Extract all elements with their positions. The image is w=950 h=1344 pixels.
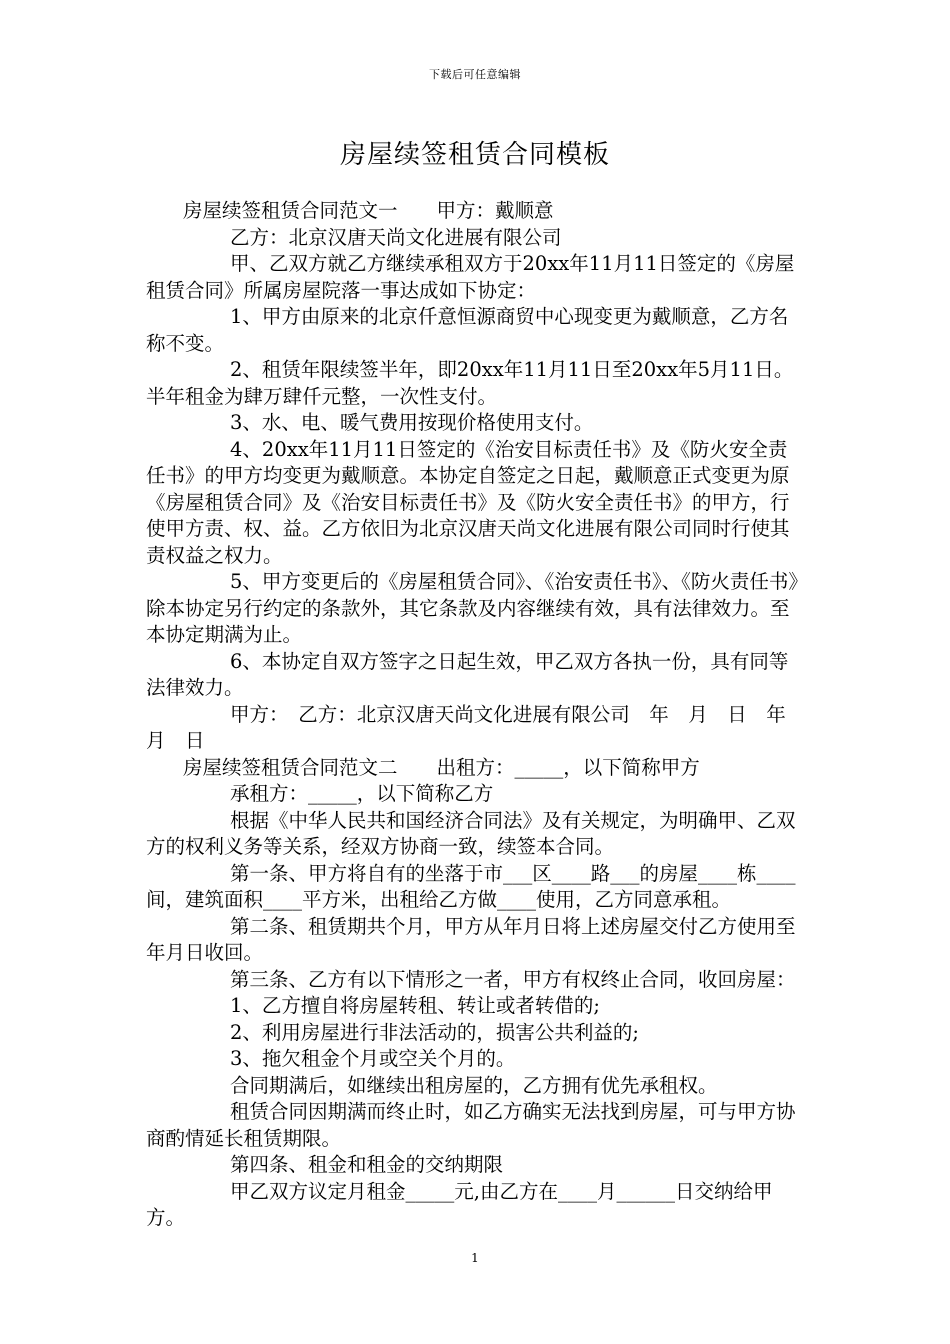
paragraph-clause-6: 6、本协定自双方签字之日起生效，甲乙双方各执一份，具有同等法律效力。	[146, 649, 789, 699]
paragraph-article-3-item-1: 1、乙方擅自将房屋转租、转让或者转借的;	[230, 994, 600, 1017]
paragraph-signature-line: 甲方： 乙方：北京汉唐天尚文化进展有限公司 年 月 日 年 月 日	[146, 702, 806, 752]
paragraph-preamble: 甲、乙双方就乙方继续承租双方于20xx年11月11日签定的《房屋租赁合同》所属房屋院落一事达成如下协定：	[146, 252, 795, 302]
paragraph-renewal-priority: 合同期满后，如继续出租房屋的，乙方拥有优先承租权。	[230, 1073, 718, 1097]
paragraph-article-4: 第四条、租金和租金的交纳期限	[230, 1153, 504, 1176]
paragraph-article-3-item-2: 2、利用房屋进行非法活动的，损害公共利益的;	[230, 1020, 639, 1044]
paragraph-article-3-item-3: 3、拖欠租金个月或空关个月的。	[230, 1047, 516, 1070]
paragraph-sample-two-heading: 房屋续签租赁合同范文二 出租方：_____，以下简称甲方	[183, 755, 700, 779]
document-title: 房屋续签租赁合同模板	[339, 140, 610, 170]
paragraph-extension: 租赁合同因期满而终止时，如乙方确实无法找到房屋，可与甲方协商酌情延长租赁期限。	[146, 1100, 796, 1150]
paragraph-rent-terms: 甲乙双方议定月租金_____元,由乙方在____月______日交纳给甲方。	[146, 1179, 773, 1229]
page-number: 1	[471, 1251, 479, 1265]
page-header: 下载后可任意编辑	[429, 68, 521, 81]
paragraph-article-3: 第三条、乙方有以下情形之一者，甲方有权终止合同，收回房屋：	[230, 967, 796, 991]
paragraph-clause-1: 1、甲方由原来的北京仟意恒源商贸中心现变更为戴顺意，乙方名称不变。	[146, 305, 789, 355]
paragraph-article-1: 第一条、甲方将自有的坐落于市___区____路___的房屋____栋____间，建筑面积____平方米，出租给乙方做____使用，乙方同意承租。	[146, 861, 796, 911]
paragraph-clause-4: 4、20xx年11月11日签定的《治安目标责任书》及《防火安全责任书》的甲方均变更为戴顺意。本协定自签定之日起，戴顺意正式变更为原《房屋租赁合同》及《治安目标责任书》及《防火安全责任书》的甲方，行使甲方责、权、益。乙方依旧为北京汉唐天尚文化进展有限公司同时行使其责权益之权力。	[146, 437, 790, 567]
paragraph-article-2: 第二条、租赁期共个月，甲方从年月日将上述房屋交付乙方使用至年月日收回。	[146, 914, 796, 964]
paragraph-party-b: 乙方：北京汉唐天尚文化进展有限公司	[230, 225, 562, 249]
paragraph-clause-3: 3、水、电、暖气费用按现价格使用支付。	[230, 411, 594, 434]
document-body	[146, 198, 804, 1232]
paragraph-clause-2: 2、租赁年限续签半年，即20xx年11月11日至20xx年5月11日。半年租金为肆万肆仟元整，一次性支付。	[146, 358, 794, 408]
paragraph-lessee: 承租方：_____，以下简称乙方	[230, 782, 494, 805]
paragraph-basis: 根据《中华人民共和国经济合同法》及有关规定，为明确甲、乙双方的权利义务等关系，经双方协商一致，续签本合同。	[146, 808, 796, 858]
paragraph-sample-one-heading: 房屋续签租赁合同范文一 甲方：戴顺意	[183, 199, 554, 222]
paragraph-clause-5: 5、甲方变更后的《房屋租赁合同》、《治安责任书》、《防火责任书》除本协定另行约定的条款外，其它条款及内容继续有效，具有法律效力。至本协定期满为止。	[146, 570, 799, 646]
